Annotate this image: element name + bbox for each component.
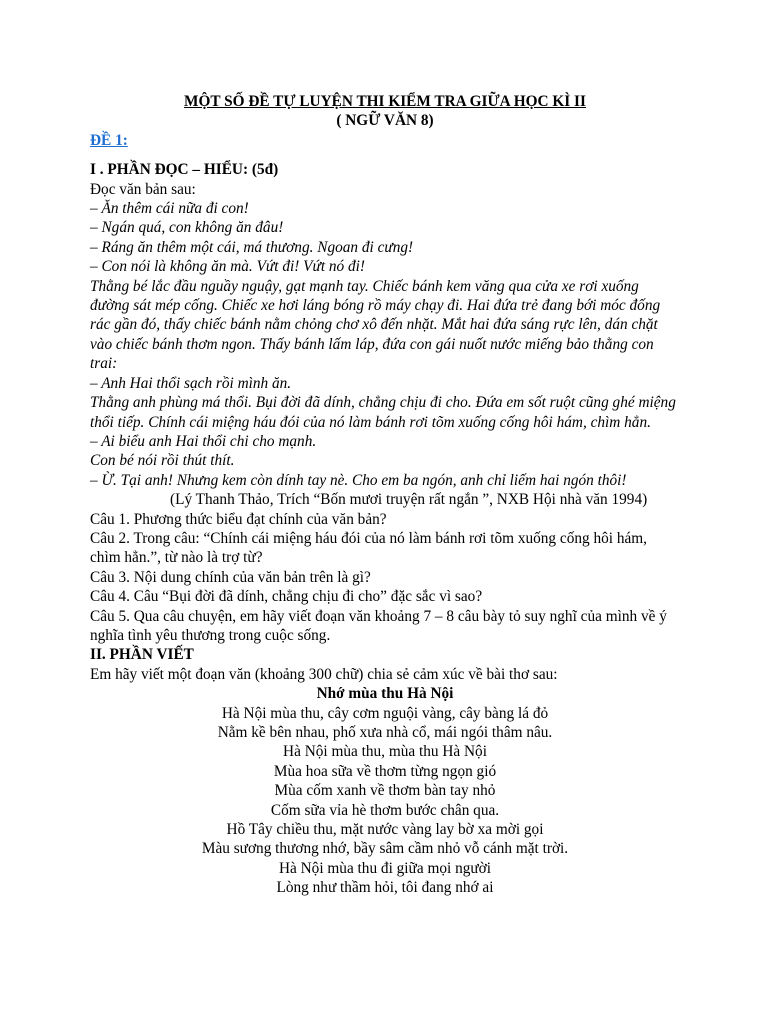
- poem-line: Hồ Tây chiều thu, mặt nước vàng lay bờ xa mời gọi: [226, 821, 544, 839]
- poem-line: Hà Nội mùa thu đi giữa mọi người: [278, 859, 492, 877]
- passage-line: – Anh Hai thổi sạch rồi mình ăn.: [90, 374, 292, 392]
- passage-paragraph: Thằng bé lắc đầu nguầy nguậy, gạt mạnh tay. Chiếc bánh kem văng qua cửa xe rơi xuống đường sát mép cống. Chiếc xe hơi láng bóng rồ máy chạy đi. Hai đứa trẻ đang bới móc đống rác gần đó, thấy chiếc bánh nằm chỏng chơ xô đến nhặt. Mắt hai đứa sáng rực lên, dán chặt vào chiếc bánh thơm ngon. Thấy bánh lấm láp, đứa con gái nuốt nước miếng bảo thằng con trai:: [90, 277, 661, 373]
- passage-line: – Ráng ăn thêm một cái, má thương. Ngoan đi cưng!: [90, 238, 414, 256]
- document-title: MỘT SỐ ĐỀ TỰ LUYỆN THI KIỂM TRA GIỮA HỌC KÌ II: [184, 93, 586, 110]
- question-item: Câu 3. Nội dung chính của văn bản trên là gì?: [90, 568, 371, 586]
- passage-line: – Ừ. Tại anh! Nhưng kem còn dính tay nè. Cho em ba ngón, anh chỉ liếm hai ngón thôi!: [90, 471, 627, 489]
- poem: [90, 684, 680, 897]
- passage-line: – Ai biểu anh Hai thổi chi cho mạnh.: [90, 432, 317, 450]
- reading-passage: [90, 199, 680, 490]
- reading-intro: Đọc văn bản sau:: [90, 180, 196, 198]
- poem-line: Hà Nội mùa thu, mùa thu Hà Nội: [283, 743, 487, 761]
- question-item: Câu 2. Trong câu: “Chính cái miệng háu đói của nó làm bánh rơi tõm xuống cống hôi hám, chìm hẳn.”, từ nào là trợ từ?: [90, 529, 647, 567]
- question-list: [90, 510, 680, 646]
- section-reading-heading: I . PHẦN ĐỌC – HIỂU: (5đ): [90, 161, 279, 179]
- passage-line: – Ngán quá, con không ăn đâu!: [90, 219, 284, 237]
- poem-line: Mùa hoa sữa về thơm từng ngọn gió: [273, 762, 497, 780]
- passage-source: (Lý Thanh Thảo, Trích “Bốn mươi truyện rất ngắn ”, NXB Hội nhà văn 1994): [170, 491, 648, 509]
- passage-paragraph: Thằng anh phùng má thổi. Bụi đời đã dính, chẳng chịu đi cho. Đứa em sốt ruột cũng ghé miệng thổi tiếp. Chính cái miệng háu đói của nó làm bánh rơi tõm xuống cống hôi hám, chìm hẳn.: [90, 394, 676, 431]
- passage-line: – Con nói là không ăn mà. Vứt đi! Vứt nó đi!: [90, 258, 366, 276]
- poem-line: Hà Nội mùa thu, cây cơm nguội vàng, cây bàng lá đỏ: [221, 704, 549, 722]
- passage-line: – Ăn thêm cái nữa đi con!: [90, 200, 249, 218]
- document-subtitle: ( NGỮ VĂN 8): [336, 112, 434, 130]
- question-item: Câu 5. Qua câu chuyện, em hãy viết đoạn văn khoảng 7 – 8 câu bày tỏ suy nghĩ của mình về ý nghĩa tình yêu thương trong cuộc sống.: [90, 607, 667, 644]
- poem-line: Màu sương thương nhớ, bầy sâm cầm nhỏ vỗ cánh mặt trời.: [201, 840, 569, 858]
- question-item: Câu 4. Câu “Bụi đời đã dính, chẳng chịu đi cho” đặc sắc vì sao?: [90, 588, 483, 606]
- poem-line: Cốm sữa vỉa hè thơm bước chân qua.: [270, 801, 500, 819]
- question-item: Câu 1. Phương thức biểu đạt chính của văn bản?: [90, 510, 387, 528]
- writing-prompt: Em hãy viết một đoạn văn (khoảng 300 chữ) chia sẻ cảm xúc về bài thơ sau:: [90, 665, 558, 683]
- poem-title: Nhớ mùa thu Hà Nội: [316, 685, 454, 703]
- passage-line: Con bé nói rồi thút thít.: [90, 452, 235, 470]
- poem-line: Mùa cốm xanh về thơm bàn tay nhỏ: [274, 782, 496, 800]
- exam-label: ĐỀ 1:: [90, 131, 128, 149]
- poem-line: Lòng như thầm hỏi, tôi đang nhớ ai: [276, 879, 494, 897]
- section-writing-heading: II. PHẦN VIẾT: [90, 646, 194, 664]
- poem-line: Nằm kề bên nhau, phố xưa nhà cổ, mái ngói thâm nâu.: [217, 724, 553, 741]
